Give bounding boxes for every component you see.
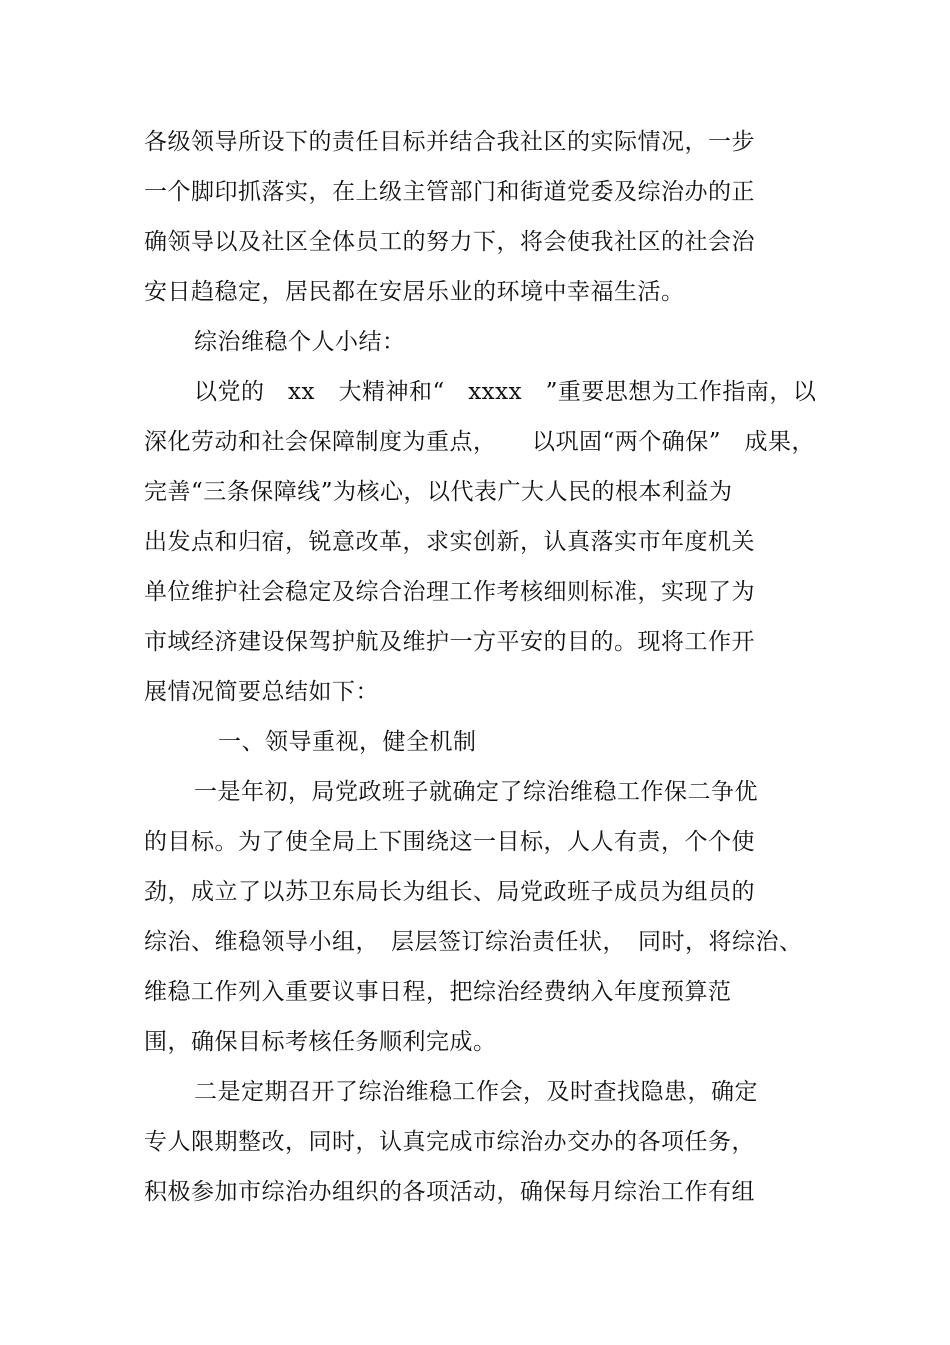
text-line: 各级领导所设下的责任目标并结合我社区的实际情况，一步 <box>144 129 755 155</box>
text-line: 出发点和归宿，锐意改革，求实创新，认真落实市年度机关 <box>144 529 755 555</box>
text-line: 专人限期整改，同时，认真完成市综治办交办的各项任务， <box>144 1129 755 1155</box>
text-line: 一个脚印抓落实，在上级主管部门和街道党委及综治办的正 <box>144 179 755 205</box>
text-line: 的目标。为了使全局上下围绕这一目标，人人有责，个个使 <box>144 829 755 855</box>
text-line: 市域经济建设保驾护航及维护一方平安的目的。现将工作开 <box>144 629 755 655</box>
text-line: 以党的 xx 大精神和“ xxxx ”重要思想为工作指南，以 <box>194 379 817 405</box>
text-line: 展情况简要总结如下： <box>144 679 379 705</box>
text-line: 维稳工作列入重要议事日程，把综治经费纳入年度预算范 <box>144 979 732 1005</box>
text-line: 完善“三条保障线”为核心，以代表广大人民的根本利益为 <box>144 479 733 505</box>
text-line: 二是定期召开了综治维稳工作会，及时查找隐患，确定 <box>194 1079 758 1105</box>
text-line: 一是年初，局党政班子就确定了综治维稳工作保二争优 <box>194 779 758 805</box>
text-line: 劲，成立了以苏卫东局长为组长、局党政班子成员为组员的 <box>144 879 755 905</box>
section-heading: 综治维稳个人小结： <box>194 329 406 355</box>
text-line: 围，确保目标考核任务顺利完成。 <box>144 1029 497 1055</box>
text-line: 积极参加市综治办组织的各项活动，确保每月综治工作有组 <box>144 1179 755 1205</box>
text-line: 综治、维稳领导小组， 层层签订综治责任状， 同时，将综治、 <box>144 929 803 955</box>
text-line: 确领导以及社区全体员工的努力下，将会使我社区的社会治 <box>144 229 755 255</box>
text-line: 安日趋稳定，居民都在安居乐业的环境中幸福生活。 <box>144 279 685 305</box>
section-heading: 一、领导重视，健全机制 <box>218 729 477 755</box>
text-line: 单位维护社会稳定及综合治理工作考核细则标准，实现了为 <box>144 579 755 605</box>
text-line: 深化劳动和社会保障制度为重点， 以巩固“两个确保” 成果， <box>144 429 816 455</box>
